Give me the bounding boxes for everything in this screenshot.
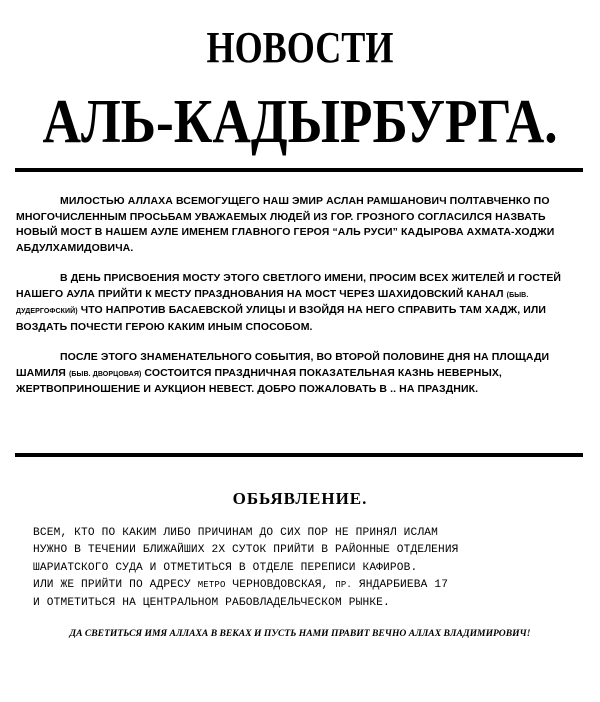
announcement-line-4-metro: МЕТРО [197,580,226,591]
news-paragraph-1 [16,194,586,256]
announcement-line-4-text-b: ЧЕРНОВДОВСКАЯ, [225,579,336,592]
news-paragraph-3-text-a: ПОСЛЕ ЭТОГО ЗНАМЕНАТЕЛЬНОГО СОБЫТИЯ, ВО ВТОРОЙ ПОЛОВИНЕ ДНЯ НА ПЛОЩАДИ ШАМИЛЯ [16,351,550,379]
announcement-line-3: ШАРИАТСКОГО СУДА И ОТМЕТИТЬСЯ В ОТДЕЛЕ ПЕРЕПИСИ КАФИРОВ. [33,561,418,574]
announcement-line-4 [33,577,593,594]
news-paragraph-2 [16,271,586,335]
top-divider [15,168,583,172]
news-paragraph-1-text: МИЛОСТЬЮ АЛЛАХА ВСЕМОГУЩЕГО НАШ ЭМИР АСЛАН РАМШАНОВИЧ ПОЛТАВЧЕНКО ПО МНОГОЧИСЛЕННЫМ ПРОСЬБАМ УВАЖАЕМЫХ ЛЮДЕЙ ИЗ ГОР. ГРОЗНОГО СОГЛАСИЛСЯ НАЗВАТЬ НОВЫЙ МОСТ В НАШЕМ АУЛЕ ИМЕНЕМ ГЛАВНОГО ГЕРОЯ “АЛЬ РУСИ” КАДЫРОВА АХМАТА-ХОДЖИ АБДУЛХАМИДОВИЧА. [16,195,555,254]
announcement-line-5: И ОТМЕТИТЬСЯ НА ЦЕНТРАЛЬНОМ РАБОВЛАДЕЛЬЧЕСКОМ РЫНКЕ. [33,596,390,609]
news-paragraph-3-text-b: СОСТОИТСЯ ПРАЗДНИЧНАЯ ПОКАЗАТЕЛЬНАЯ КАЗНЬ НЕВЕРНЫХ, ЖЕРТВОПРИНОШЕНИЕ И АУКЦИОН НЕВЕСТ. ДОБРО ПОЖАЛОВАТЬ В .. НА ПРАЗДНИК. [16,366,502,395]
announcement-line-1: ВСЕМ, КТО ПО КАКИМ ЛИБО ПРИЧИНАМ ДО СИХ ПОР НЕ ПРИНЯЛ ИСЛАМ [33,527,438,539]
news-paragraph-2-note: (БЫВ. ДУДЕРГОФСКИЙ) [16,291,529,315]
masthead-line-2: АЛЬ-КАДЫРБУРГА. [42,88,558,156]
news-paragraph-3-note: (БЫВ. ДВОРЦОВАЯ) [68,370,142,378]
news-paragraph-3 [16,350,586,398]
news-paragraph-2-text-b: ЧТО НАПРОТИВ БАСАЕВСКОЙ УЛИЦЫ И ВЗОЙДЯ НА НЕГО СПРАВИТЬ ТАМ ХАДЖ, ИЛИ ВОЗДАТЬ ПОЧЕСТИ ГЕРОЮ КАКИМ ИНЫМ СПОСОБОМ. [16,304,547,333]
announcement-heading: ОБЬЯВЛЕНИЕ. [232,489,368,508]
announcement-line-4-text-c: ЯНДАРБИЕВА 17 [351,579,449,592]
announcement-line-4-prospect: ПР. [335,580,352,591]
announcement-body [33,525,593,612]
middle-divider [15,453,583,457]
announcement-line-4-text-a: ИЛИ ЖЕ ПРИЙТИ ПО АДРЕСУ [33,579,198,592]
news-section [16,194,586,413]
closing-motto: ДА СВЕТИТЬСЯ ИМЯ АЛЛАХА В ВЕКАХ И ПУСТЬ НАМИ ПРАВИТ ВЕЧНО АЛЛАХ ВЛАДИМИРОВИЧ! [69,628,531,639]
news-paragraph-2-text-a: В ДЕНЬ ПРИСВОЕНИЯ МОСТУ ЭТОГО СВЕТЛОГО ИМЕНИ, ПРОСИМ ВСЕХ ЖИТЕЛЕЙ И ГОСТЕЙ НАШЕГО АУЛА ПРИЙТИ К МЕСТУ ПРАЗДНОВАНИЯ НА МОСТ ЧЕРЕЗ ШАХИДОВСКИЙ КАНАЛ [16,272,562,300]
masthead-line-1: НОВОСТИ [206,23,394,72]
announcement-line-2: НУЖНО В ТЕЧЕНИИ БЛИЖАЙШИХ 2Х СУТОК ПРИЙТИ В РАЙОННЫЕ ОТДЕЛЕНИЯ [33,544,459,557]
